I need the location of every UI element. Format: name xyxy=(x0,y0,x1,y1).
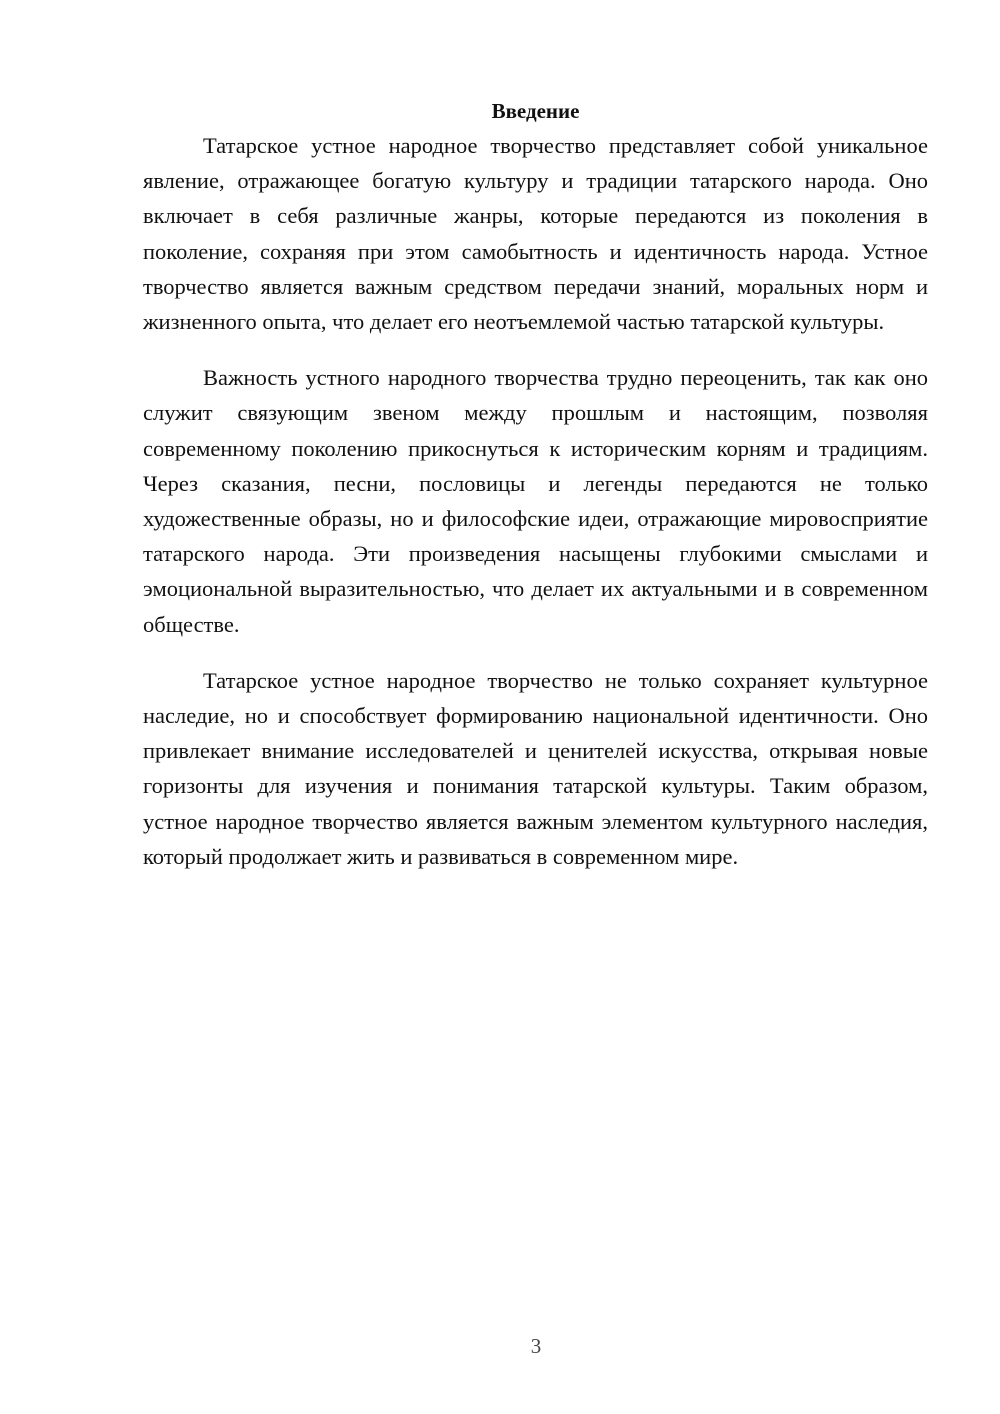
page-number: 3 xyxy=(530,1334,542,1358)
paragraph-3: Татарское устное народное творчество не только сохраняет культурное наследие, но и способствует формированию национальной идентичности. Оно привлекает внимание исследователей и ценителей искусства, открывая новые горизонты для изучения и понимания татарской культуры. Таким образом, устное народное творчество является важным элементом культурного наследия, который продолжает жить и развиваться в современном мире. xyxy=(143,667,928,869)
paragraph-1: Татарское устное народное творчество представляет собой уникальное явление, отражающее богатую культуру и традиции татарского народа. Оно включает в себя различные жанры, которые передаются из поколения в поколение, сохраняя при этом самобытность и идентичность народа. Устное творчество является важным средством передачи знаний, моральных норм и жизненного опыта, что делает его неотъемлемой частью татарской культуры. xyxy=(143,133,928,335)
section-heading: Введение xyxy=(491,99,580,123)
paragraph-2: Важность устного народного творчества трудно переоценить, так как оно служит связующим звеном между прошлым и настоящим, позволяя современному поколению прикоснуться к историческим корням и традициям. Через сказания, песни, пословицы и легенды передаются не только художественные образы, но и философские идеи, отражающие мировосприятие татарского народа. Эти произведения насыщены глубокими смыслами и эмоциональной выразительностью, что делает их актуальными и в современном обществе. xyxy=(143,365,928,637)
document-body xyxy=(143,94,928,874)
